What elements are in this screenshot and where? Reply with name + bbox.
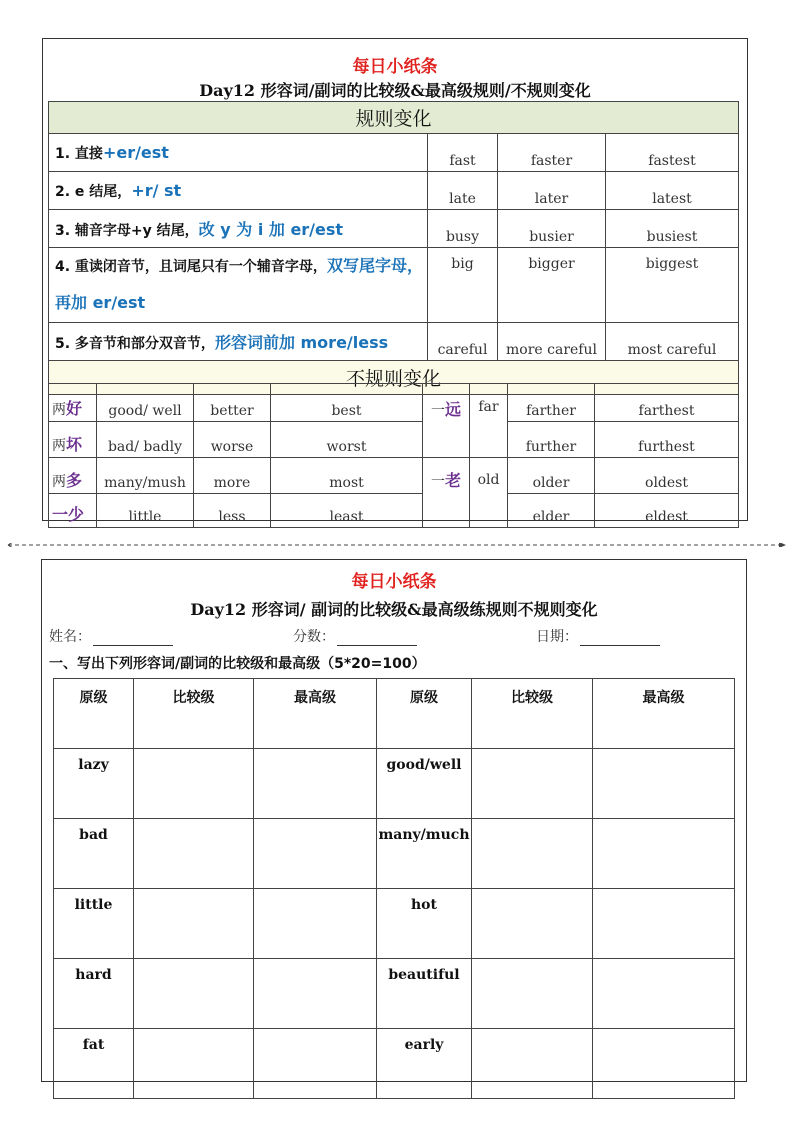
rule-row — [49, 248, 739, 323]
mnemonic: 两多 — [49, 458, 97, 494]
irregular-row — [49, 422, 739, 458]
answer-cell[interactable] — [254, 959, 377, 1029]
rule-example-superlative: biggest — [606, 248, 739, 323]
irregular-superlative: eldest — [595, 494, 739, 528]
worksheet-table — [53, 678, 735, 1099]
irregular-superlative: furthest — [595, 422, 739, 458]
answer-cell[interactable] — [134, 889, 254, 959]
irregular-superlative: most — [271, 458, 423, 494]
answer-cell[interactable] — [134, 749, 254, 819]
irregular-comparative: better — [194, 384, 271, 422]
rule-example-base: careful — [428, 323, 498, 361]
base-word: many/much — [377, 819, 472, 889]
irregular-base: old — [470, 458, 508, 528]
irregular-comparative: less — [194, 494, 271, 528]
worksheet-row — [54, 819, 735, 889]
rule-example-base: late — [428, 172, 498, 210]
irregular-row — [49, 494, 739, 528]
rule-row — [49, 323, 739, 361]
rule-row — [49, 134, 739, 172]
irregular-comparative: worse — [194, 422, 271, 458]
base-word: fat — [54, 1029, 134, 1099]
irregular-comparative: further — [508, 422, 595, 458]
rule-text: 1. 直接+er/est — [49, 134, 428, 172]
answer-cell[interactable] — [134, 959, 254, 1029]
answer-cell[interactable] — [472, 749, 593, 819]
irregular-superlative: least — [271, 494, 423, 528]
regular-header: 规则变化 — [49, 102, 739, 134]
rule-text: 3. 辅音字母+y 结尾，改 y 为 i 加 er/est — [49, 210, 428, 248]
irregular-comparative: more — [194, 458, 271, 494]
worksheet-row — [54, 959, 735, 1029]
column-header: 最高级 — [254, 679, 377, 749]
answer-cell[interactable] — [472, 1029, 593, 1099]
rule-example-superlative: fastest — [606, 134, 739, 172]
question-text: 一、写出下列形容词/副词的比较级和最高级（5*20=100） — [49, 656, 426, 672]
base-word: early — [377, 1029, 472, 1099]
mnemonic: 两好 — [49, 384, 97, 422]
answer-cell[interactable] — [472, 889, 593, 959]
worksheet-row — [54, 749, 735, 819]
date-field[interactable]: 日期： — [536, 626, 660, 646]
answer-cell[interactable] — [472, 959, 593, 1029]
irregular-comparative: elder — [508, 494, 595, 528]
base-word: lazy — [54, 749, 134, 819]
irregular-base: good/ well — [97, 384, 194, 422]
answer-cell[interactable] — [593, 1029, 735, 1099]
irregular-table — [48, 383, 739, 528]
irregular-row — [49, 384, 739, 422]
mnemonic: 一老 — [423, 458, 470, 528]
irregular-header: 不规则变化 — [49, 361, 739, 395]
rule-example-comparative: faster — [498, 134, 606, 172]
base-word: bad — [54, 819, 134, 889]
irregular-comparative: older — [508, 458, 595, 494]
rule-example-base: big — [428, 248, 498, 323]
answer-cell[interactable] — [254, 819, 377, 889]
irregular-comparative: farther — [508, 384, 595, 422]
answer-cell[interactable] — [593, 959, 735, 1029]
base-word: little — [54, 889, 134, 959]
irregular-superlative: worst — [271, 422, 423, 458]
base-word: hot — [377, 889, 472, 959]
irregular-row — [49, 458, 739, 494]
rule-example-base: fast — [428, 134, 498, 172]
answer-cell[interactable] — [254, 749, 377, 819]
answer-cell[interactable] — [254, 1029, 377, 1099]
worksheet-row — [54, 889, 735, 959]
answer-cell[interactable] — [593, 819, 735, 889]
irregular-base: many/mush — [97, 458, 194, 494]
irregular-base: little — [97, 494, 194, 528]
irregular-base: far — [470, 384, 508, 458]
rule-example-superlative: busiest — [606, 210, 739, 248]
base-word: hard — [54, 959, 134, 1029]
rule-text: 4. 重读闭音节，且词尾只有一个辅音字母，双写尾字母，再加 er/est — [49, 248, 428, 323]
answer-cell[interactable] — [593, 749, 735, 819]
base-word: good/well — [377, 749, 472, 819]
mnemonic: 一远 — [423, 384, 470, 458]
cut-line-divider — [0, 543, 794, 547]
column-header: 最高级 — [593, 679, 735, 749]
card1-title: 每日小纸条 — [352, 57, 438, 77]
rule-example-comparative: bigger — [498, 248, 606, 323]
column-header: 比较级 — [472, 679, 593, 749]
answer-cell[interactable] — [472, 819, 593, 889]
rule-text: 5. 多音节和部分双音节，形容词前加 more/less — [49, 323, 428, 361]
mnemonic: 一少 — [49, 494, 97, 528]
irregular-superlative: oldest — [595, 458, 739, 494]
worksheet-row — [54, 1029, 735, 1099]
column-header: 原级 — [377, 679, 472, 749]
answer-cell[interactable] — [134, 819, 254, 889]
card2-title: 每日小纸条 — [351, 572, 437, 592]
column-header: 原级 — [54, 679, 134, 749]
irregular-base: bad/ badly — [97, 422, 194, 458]
rule-text: 2. e 结尾，+r/ st — [49, 172, 428, 210]
rule-example-comparative: busier — [498, 210, 606, 248]
card1-subtitle: Day12 形容词/副词的比较级&最高级规则/不规则变化 — [199, 81, 591, 100]
base-word: beautiful — [377, 959, 472, 1029]
card2-subtitle: Day12 形容词/ 副词的比较级&最高级练规则不规则变化 — [190, 600, 598, 619]
rule-row — [49, 210, 739, 248]
worksheet-card — [41, 559, 747, 1082]
rules-table — [48, 101, 739, 395]
answer-cell[interactable] — [134, 1029, 254, 1099]
irregular-superlative: farthest — [595, 384, 739, 422]
rule-example-superlative: most careful — [606, 323, 739, 361]
rule-example-base: busy — [428, 210, 498, 248]
worksheet-header-row — [54, 679, 735, 749]
answer-cell[interactable] — [254, 889, 377, 959]
rule-example-comparative: more careful — [498, 323, 606, 361]
irregular-superlative: best — [271, 384, 423, 422]
mnemonic: 两坏 — [49, 422, 97, 458]
rule-example-superlative: latest — [606, 172, 739, 210]
rule-example-comparative: later — [498, 172, 606, 210]
rules-card — [42, 38, 748, 525]
name-field[interactable]: 姓名： — [49, 626, 173, 646]
column-header: 比较级 — [134, 679, 254, 749]
rule-row — [49, 172, 739, 210]
score-field[interactable]: 分数： — [293, 626, 417, 646]
answer-cell[interactable] — [593, 889, 735, 959]
